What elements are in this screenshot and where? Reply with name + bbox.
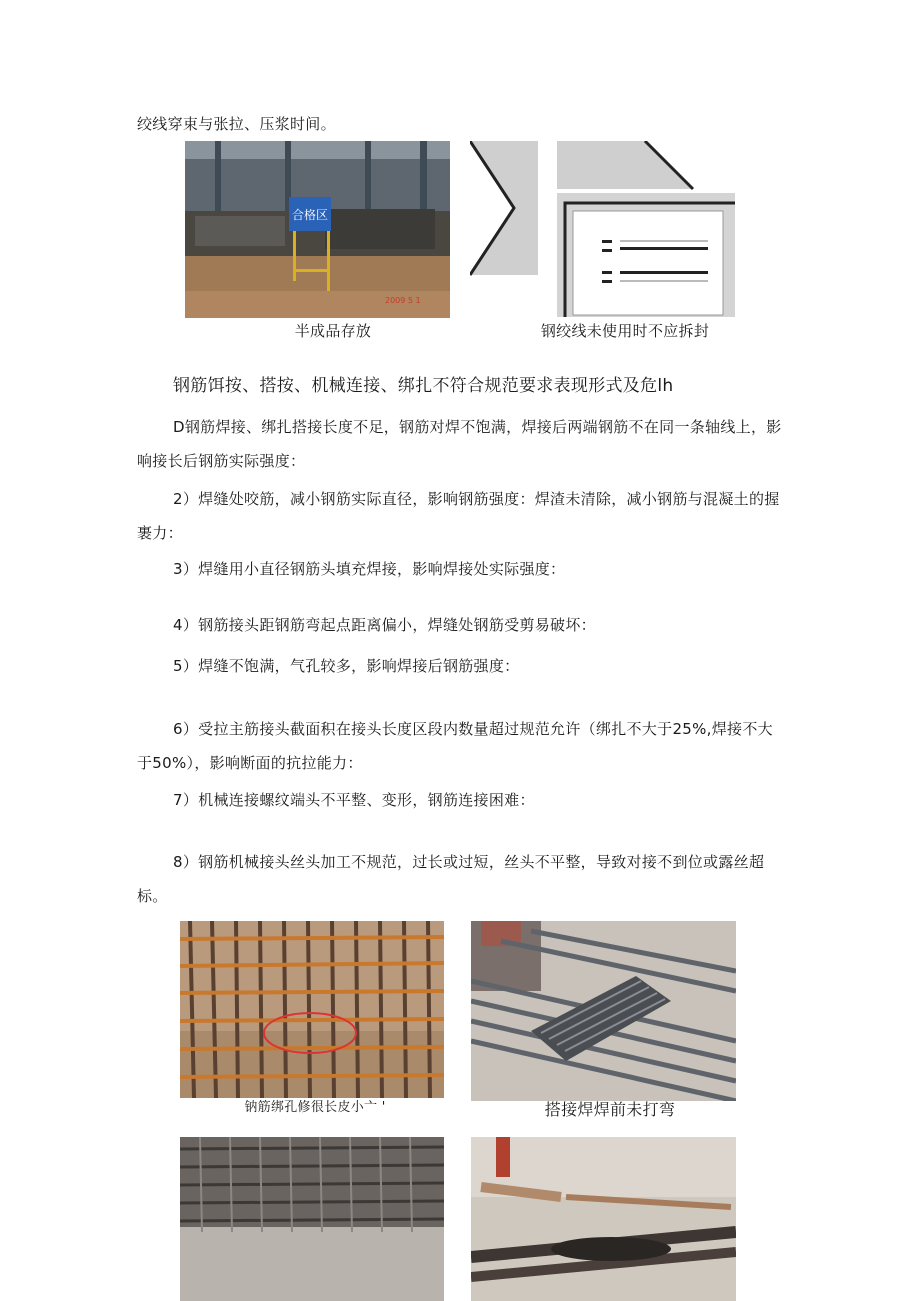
section-heading: 钢筋饵按、搭按、机械连接、绑扎不符合规范要求表现形式及危lh [173,376,674,396]
lap-weld-photo [471,921,736,1101]
caption-semi-finished-storage: 半成品存放 [294,322,372,340]
list-item-1: D钢筋焊接、绑扎搭接长度不足，钢筋对焊不饱满，焊接后两端钢筋不在同一条轴线上，影响接长后钢筋实际强度： [137,418,782,470]
list-item-8: 8）钢筋机械接头丝头加工不规范，过长或过短，丝头不平整，导致对接不到位或露丝超标。 [137,853,765,905]
caption-binding-lap-short: 钠筋绑孔修很长皮小亠 ' [244,1100,386,1115]
caption-strand-unsealed: 钢绞线未使用时不应拆封 [540,322,710,340]
rebar-grid-gravel-photo [180,1137,444,1301]
list-item-6: 6）受拉主筋接头截面积在接头长度区段内数量超过规范允许（绑扎不大于25%,焊接不大于50%），影响断面的抗拉能力： [137,720,773,772]
sign-text: 合格区 [291,208,329,222]
welded-joint-photo [471,1137,736,1301]
storage-photo [185,141,450,318]
list-item-4: 4）钢筋接头距钢筋弯起点距离偏小，焊缝处钢筋受剪易破坏： [173,616,596,634]
photo-date-stamp: 2009 5 1 [385,296,421,305]
rebar-mesh-photo [180,921,444,1098]
list-item-3: 3）焊缝用小直径钢筋头填充焊接，影响焊接处实际强度： [173,560,566,578]
strand-package-figure [470,141,738,321]
list-item-7: 7）机械连接螺纹端头不平整、变形，钢筋连接困难： [173,791,535,809]
intro-line: 绞线穿束与张拉、压浆时间。 [137,115,336,133]
list-item-5: 5）焊缝不饱满，气孔较多，影响焊接后钢筋强度： [173,657,520,675]
list-item-2: 2）焊缝处咬筋，减小钢筋实际直径，影响钢筋强度：焊渣未清除，减小钢筋与混凝土的握裹力： [137,490,780,542]
caption-lap-weld-no-bend: 搭接焊焊前未打弯 [544,1100,676,1119]
